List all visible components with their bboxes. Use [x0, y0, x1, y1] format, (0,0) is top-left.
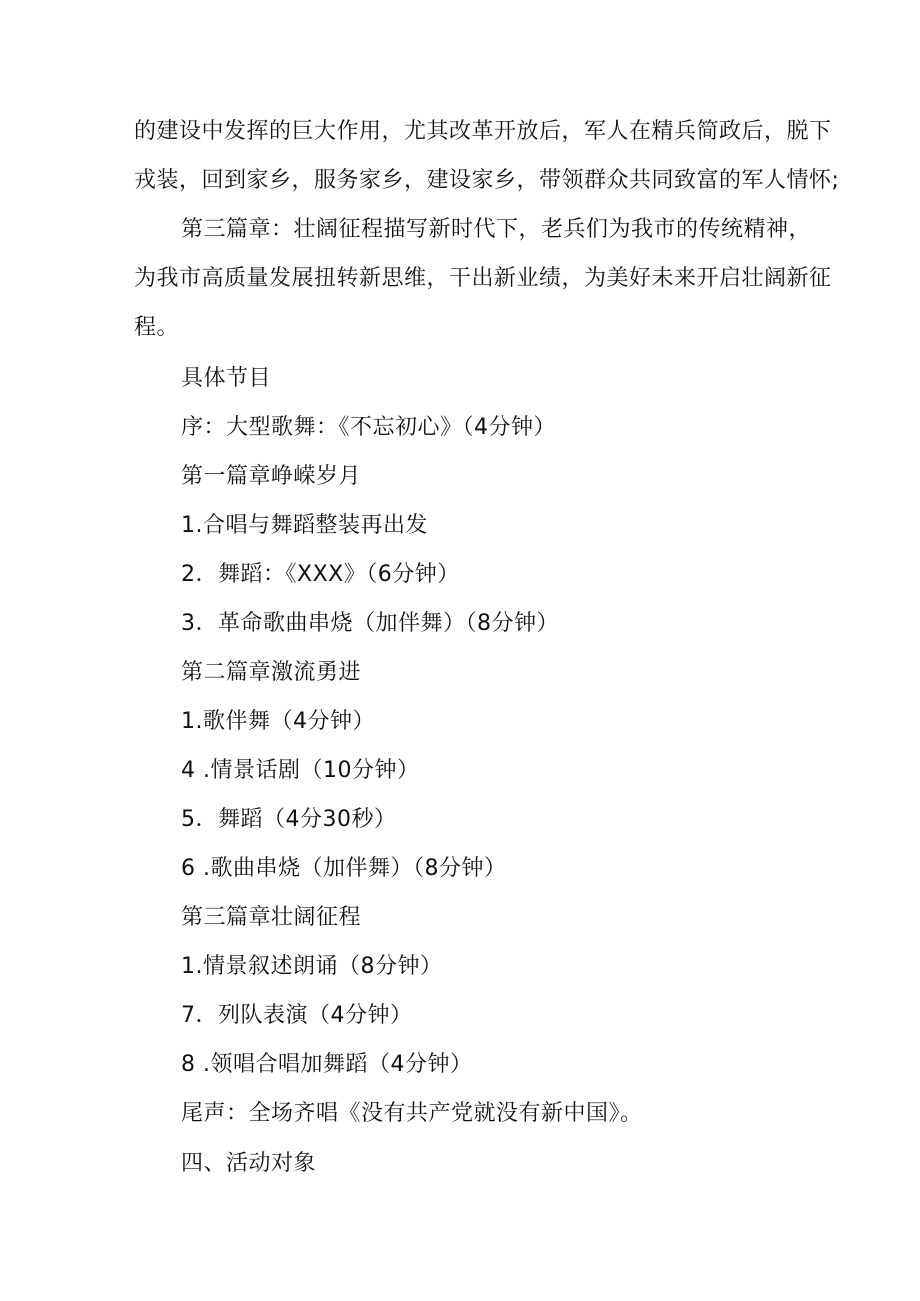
program-prelude: 序：大型歌舞：《不忘初心》（4分钟） [181, 415, 556, 440]
chapter-title: 第三篇章壮阔征程 [181, 905, 362, 930]
paragraph-line: 戎装，回到家乡，服务家乡，建设家乡，带领群众共同致富的军人情怀; [134, 168, 840, 193]
paragraph-line: 为我市高质量发展扭转新思维，干出新业绩，为美好未来开启壮阔新征 [134, 266, 832, 291]
program-item: 2．舞蹈：《XXX》（6分钟） [181, 562, 460, 587]
paragraph-line: 的建设中发挥的巨大作用，尤其改革开放后，军人在精兵简政后，脱下 [134, 119, 832, 144]
program-heading: 具体节目 [181, 366, 272, 391]
paragraph-line: 程。 [134, 315, 180, 340]
program-item: 1.歌伴舞（4分钟） [181, 709, 375, 734]
section-heading: 四、活动对象 [181, 1151, 317, 1176]
program-item: 6 .歌曲串烧（加伴舞）（8分钟） [181, 856, 507, 881]
program-item: 4 .情景话剧（10分钟） [181, 758, 420, 783]
paragraph-line: 第三篇章：壮阔征程描写新时代下，老兵们为我市的传统精神， [181, 217, 812, 242]
chapter-title: 第一篇章峥嵘岁月 [181, 464, 362, 489]
program-item: 8 .领唱合唱加舞蹈（4分钟） [181, 1052, 473, 1077]
program-item: 1.合唱与舞蹈整装再出发 [181, 513, 428, 538]
program-finale: 尾声：全场齐唱《没有共产党就没有新中国》。 [181, 1101, 643, 1126]
program-item: 7．列队表演（4分钟） [181, 1003, 413, 1028]
program-item: 5．舞蹈（4分30秒） [181, 807, 397, 832]
program-item: 1.情景叙述朗诵（8分钟） [181, 954, 443, 979]
chapter-title: 第二篇章激流勇进 [181, 660, 362, 685]
program-item: 3．革命歌曲串烧（加伴舞）（8分钟） [181, 611, 559, 636]
